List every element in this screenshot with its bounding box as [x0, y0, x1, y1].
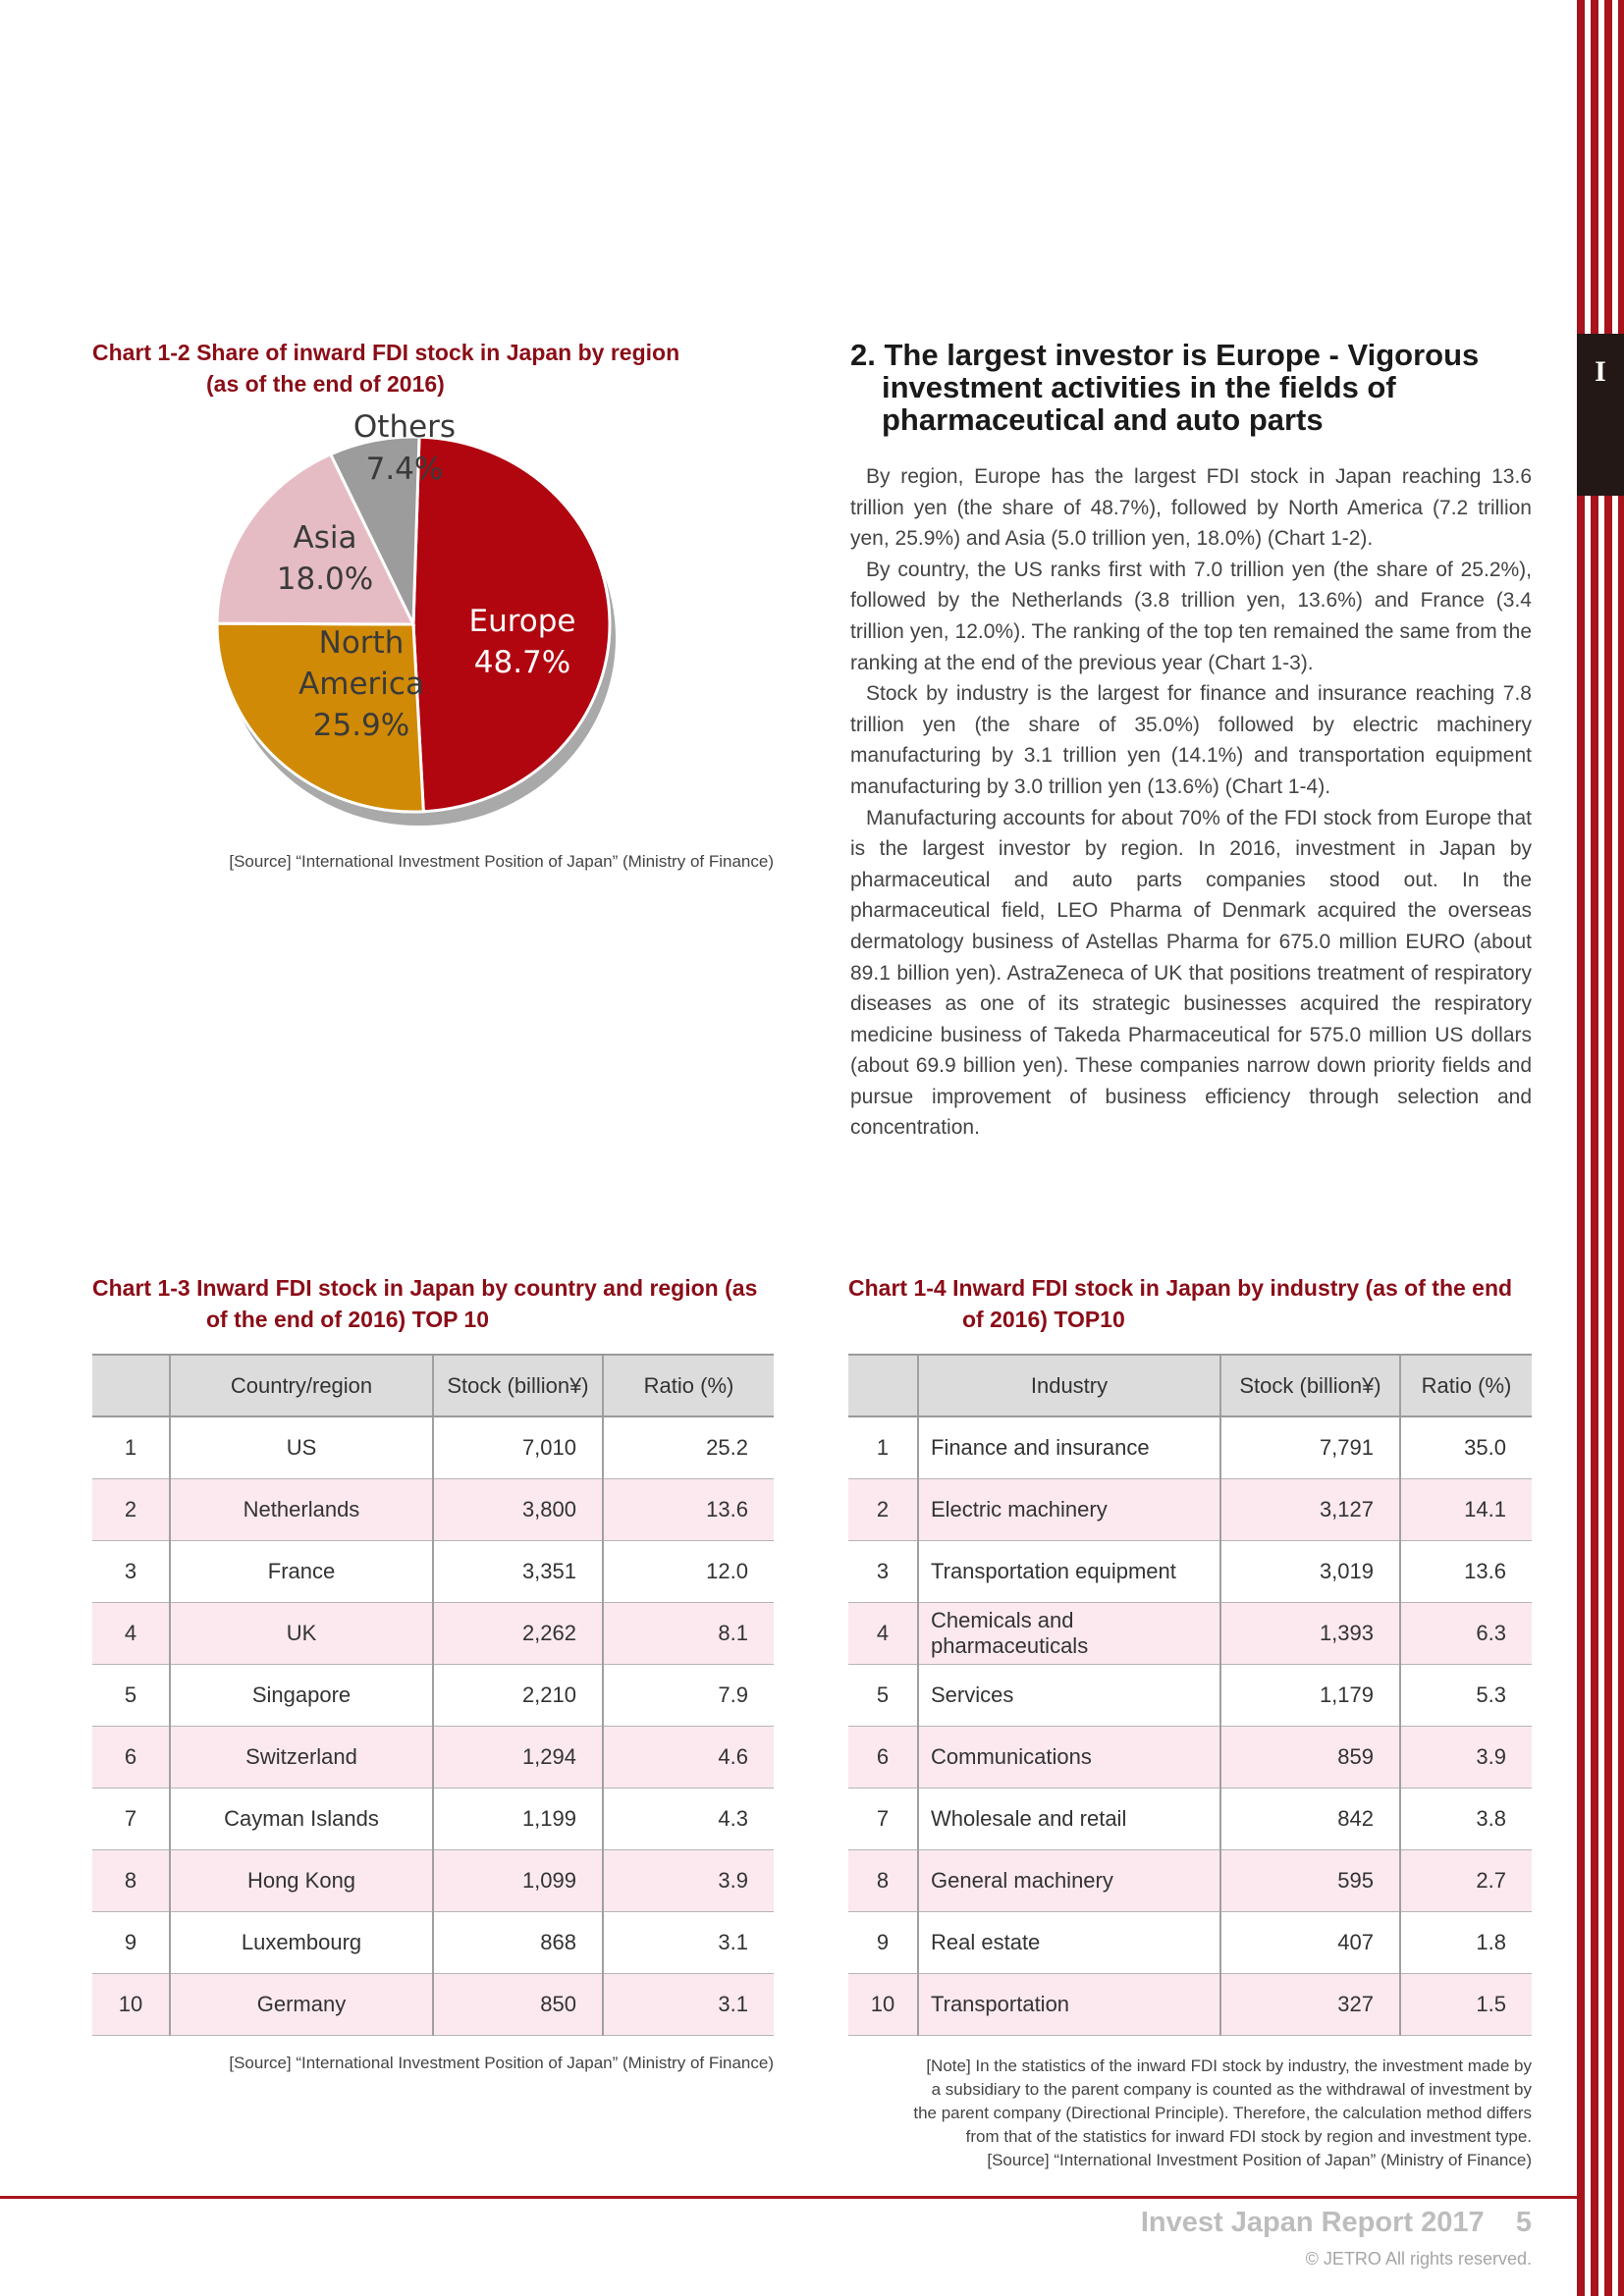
- industry-table-cell: Real estate: [918, 1911, 1220, 1973]
- country-table-cell: 1,199: [433, 1788, 603, 1849]
- industry-table-cell: 407: [1220, 1911, 1400, 1973]
- country-table-cell: 10: [92, 1973, 170, 2035]
- section-heading: [850, 339, 1538, 436]
- industry-table-cell: 859: [1220, 1726, 1400, 1788]
- country-table-row: [92, 1911, 774, 1973]
- country-table-cell: 1,294: [433, 1726, 603, 1788]
- pie-label-asia-name: Asia: [293, 520, 357, 556]
- body-paragraph: By country, the US ranks first with 7.0 trillion yen (the share of 25.2%), followed by the Netherlands (3.8 trillion yen, 13.6%) and France (3.4 trillion yen, 12.0%). The ranking of the top ten remained the same from the ranking at the end of the previous year (Chart 1-3).: [850, 558, 1532, 674]
- industry-table-cell: Transportation equipment: [918, 1540, 1220, 1602]
- country-table-row: [92, 1849, 774, 1911]
- note-line: the parent company (Directional Principle). Therefore, the calculation method differs: [913, 2104, 1532, 2122]
- country-table-header-cell: [92, 1355, 170, 1416]
- country-table-cell: 1,099: [433, 1849, 603, 1911]
- country-table-cell: 2: [92, 1478, 170, 1540]
- country-table-row: [92, 1478, 774, 1540]
- industry-table-cell: 14.1: [1400, 1478, 1532, 1540]
- industry-table-cell: 8: [848, 1849, 918, 1911]
- body-paragraph: Stock by industry is the largest for finance and insurance reaching 7.8 trillion yen (the share of 35.0%) followed by electric machinery manufacturing by 3.1 trillion yen (14.1%) and transportation equipment manufacturing by 3.0 trillion yen (13.6%) (Chart 1-4).: [850, 682, 1532, 798]
- note-line: [Note] In the statistics of the inward FDI stock by industry, the investment made by: [926, 2056, 1532, 2075]
- chart-1-2-source: [Source] “International Investment Position of Japan” (Ministry of Finance): [229, 852, 774, 871]
- note-line: a subsidiary to the parent company is counted as the withdrawal of investment by: [931, 2080, 1532, 2099]
- note-line: from that of the statistics for inward FDI stock by region and investment type.: [965, 2127, 1532, 2146]
- industry-table-cell: 3,019: [1220, 1540, 1400, 1602]
- industry-table-cell: 13.6: [1400, 1540, 1532, 1602]
- industry-table-cell: Finance and insurance: [918, 1416, 1220, 1478]
- chart-1-3-source: [Source] “International Investment Position of Japan” (Ministry of Finance): [229, 2054, 774, 2072]
- chart-1-2-title-line2: (as of the end of 2016): [206, 371, 445, 397]
- country-table-cell: 4: [92, 1602, 170, 1664]
- country-table-cell: France: [170, 1540, 433, 1602]
- country-table-cell: Luxembourg: [170, 1911, 433, 1973]
- industry-table-cell: 4: [848, 1602, 918, 1664]
- industry-table-header-cell: Ratio (%): [1400, 1355, 1532, 1416]
- industry-table-cell: General machinery: [918, 1849, 1220, 1911]
- section-heading-line1: 2. The largest investor is Europe - Vigorous: [850, 338, 1480, 372]
- country-table-cell: 5: [92, 1664, 170, 1726]
- pie-svg: [216, 407, 668, 839]
- chart-1-4-title-line1: Chart 1-4 Inward FDI stock in Japan by industry (as of the end: [848, 1275, 1513, 1301]
- footer-copyright: © JETRO All rights reserved.: [1305, 2249, 1532, 2269]
- country-table-cell: 3.1: [603, 1911, 774, 1973]
- country-table-cell: 1: [92, 1416, 170, 1478]
- country-table-cell: 3.9: [603, 1849, 774, 1911]
- industry-table-row: [848, 1849, 1532, 1911]
- pie-label-na-name1: North: [318, 625, 405, 661]
- country-table-header-cell: Country/region: [170, 1355, 433, 1416]
- chart-1-2-title: [92, 337, 679, 400]
- industry-table: [848, 1354, 1532, 2036]
- country-table-cell: 9: [92, 1911, 170, 1973]
- industry-table-cell: 1: [848, 1416, 918, 1478]
- footer-report-name: Invest Japan Report 2017: [1140, 2207, 1485, 2238]
- country-table-header-cell: Stock (billion¥): [433, 1355, 603, 1416]
- industry-table-row: [848, 1478, 1532, 1540]
- country-table-cell: Singapore: [170, 1664, 433, 1726]
- industry-table-cell: 5: [848, 1664, 918, 1726]
- country-table-cell: 868: [433, 1911, 603, 1973]
- industry-table-cell: 5.3: [1400, 1664, 1532, 1726]
- footer-page-number: 5: [1515, 2207, 1532, 2238]
- country-table-cell: 4.6: [603, 1726, 774, 1788]
- pie-label-europe-pct: 48.7%: [473, 645, 571, 680]
- country-table-cell: 12.0: [603, 1540, 774, 1602]
- pie-label-asia-pct: 18.0%: [276, 561, 374, 597]
- chart-1-2-title-line1: Chart 1-2 Share of inward FDI stock in Japan by region: [92, 340, 680, 365]
- footer-title: [1141, 2207, 1532, 2239]
- industry-table-cell: Electric machinery: [918, 1478, 1220, 1540]
- section-heading-line3: pharmaceutical and auto parts: [882, 402, 1324, 437]
- section-body: [850, 461, 1532, 1144]
- note-line: [Source] “International Investment Position of Japan” (Ministry of Finance): [987, 2151, 1532, 2169]
- industry-table-row: [848, 1911, 1532, 1973]
- country-table-cell: 13.6: [603, 1478, 774, 1540]
- pie-label-na-pct: 25.9%: [312, 708, 410, 743]
- pie-label-europe-name: Europe: [468, 604, 576, 639]
- country-table-cell: 3.1: [603, 1973, 774, 2035]
- pie-label-others-pct: 7.4%: [365, 452, 444, 487]
- country-table-cell: 25.2: [603, 1416, 774, 1478]
- industry-table-row: [848, 1973, 1532, 2035]
- industry-table-cell: 1.8: [1400, 1911, 1532, 1973]
- industry-table-row: [848, 1788, 1532, 1849]
- country-table-cell: Switzerland: [170, 1726, 433, 1788]
- industry-table-cell: 10: [848, 1973, 918, 2035]
- industry-table-cell: Wholesale and retail: [918, 1788, 1220, 1849]
- country-table-cell: 6: [92, 1726, 170, 1788]
- country-table-cell: 8.1: [603, 1602, 774, 1664]
- pie-label-na-name2: America: [298, 667, 424, 702]
- chart-1-3-title: [92, 1272, 757, 1335]
- chart-1-3-title-line2: of the end of 2016) TOP 10: [206, 1307, 490, 1332]
- country-table-cell: 2,262: [433, 1602, 603, 1664]
- industry-table-cell: 2: [848, 1478, 918, 1540]
- industry-table-cell: 1.5: [1400, 1973, 1532, 2035]
- industry-table-row: [848, 1726, 1532, 1788]
- region-pie-chart: [216, 407, 668, 839]
- country-table-row: [92, 1664, 774, 1726]
- country-table-cell: 3,800: [433, 1478, 603, 1540]
- industry-table-row: [848, 1540, 1532, 1602]
- industry-table-cell: 6.3: [1400, 1602, 1532, 1664]
- industry-table-header-cell: [848, 1355, 918, 1416]
- chart-1-4-title-line2: of 2016) TOP10: [962, 1307, 1125, 1332]
- industry-table-cell: 595: [1220, 1849, 1400, 1911]
- industry-table-cell: 6: [848, 1726, 918, 1788]
- country-table-cell: 850: [433, 1973, 603, 2035]
- industry-table-row: [848, 1602, 1532, 1664]
- section-heading-line2: investment activities in the fields of: [882, 370, 1396, 404]
- industry-table-cell: Chemicals and pharmaceuticals: [918, 1602, 1220, 1664]
- industry-table-header-cell: Industry: [918, 1355, 1220, 1416]
- country-table-cell: 2,210: [433, 1664, 603, 1726]
- industry-table-cell: 2.7: [1400, 1849, 1532, 1911]
- country-table-cell: 3,351: [433, 1540, 603, 1602]
- industry-table-cell: 3.8: [1400, 1788, 1532, 1849]
- industry-table-cell: 842: [1220, 1788, 1400, 1849]
- country-table-cell: 7: [92, 1788, 170, 1849]
- industry-table-cell: Transportation: [918, 1973, 1220, 2035]
- industry-table-cell: 3,127: [1220, 1478, 1400, 1540]
- country-table-cell: 4.3: [603, 1788, 774, 1849]
- country-table: [92, 1354, 774, 2036]
- country-table-cell: Netherlands: [170, 1478, 433, 1540]
- country-table-header-cell: Ratio (%): [603, 1355, 774, 1416]
- chapter-tab: [1577, 334, 1624, 496]
- country-table-row: [92, 1416, 774, 1478]
- industry-table-cell: Communications: [918, 1726, 1220, 1788]
- industry-table-cell: 3.9: [1400, 1726, 1532, 1788]
- industry-table-cell: 7: [848, 1788, 918, 1849]
- pie-label-others-name: Others: [352, 409, 457, 445]
- country-table-cell: 8: [92, 1849, 170, 1911]
- industry-table-row: [848, 1664, 1532, 1726]
- country-table-row: [92, 1540, 774, 1602]
- industry-table-header-cell: Stock (billion¥): [1220, 1355, 1400, 1416]
- country-table-cell: 3: [92, 1540, 170, 1602]
- chart-1-3-title-line1: Chart 1-3 Inward FDI stock in Japan by country and region (as: [92, 1275, 758, 1301]
- country-table-cell: Germany: [170, 1973, 433, 2035]
- country-table-row: [92, 1973, 774, 2035]
- industry-table-cell: 3: [848, 1540, 918, 1602]
- body-paragraph: By region, Europe has the largest FDI stock in Japan reaching 13.6 trillion yen (the share of 48.7%), followed by North America (7.2 trillion yen, 25.9%) and Asia (5.0 trillion yen, 18.0%) (Chart 1-2).: [850, 465, 1532, 551]
- country-table-row: [92, 1602, 774, 1664]
- industry-table-cell: 7,791: [1220, 1416, 1400, 1478]
- country-table-row: [92, 1726, 774, 1788]
- chart-1-4-title: [848, 1272, 1512, 1335]
- industry-table-row: [848, 1416, 1532, 1478]
- industry-table-cell: 1,393: [1220, 1602, 1400, 1664]
- country-table-cell: 7,010: [433, 1416, 603, 1478]
- chart-1-4-note: [835, 2055, 1532, 2172]
- industry-table-cell: 1,179: [1220, 1664, 1400, 1726]
- footer-rule: [0, 2196, 1577, 2199]
- country-table-cell: 7.9: [603, 1664, 774, 1726]
- chapter-tab-label: I: [1595, 355, 1606, 388]
- country-table-row: [92, 1788, 774, 1849]
- industry-table-cell: 35.0: [1400, 1416, 1532, 1478]
- body-paragraph: Manufacturing accounts for about 70% of the FDI stock from Europe that is the largest investor by region. In 2016, investment in Japan by pharmaceutical and auto parts companies stood out. In the pharmaceutical field, LEO Pharma of Denmark acquired the overseas dermatology business of Astellas Pharma for 675.0 million EURO (about 89.1 billion yen). AstraZeneca of UK that positions treatment of respiratory diseases as one of its strategic businesses acquired the respiratory medicine business of Takeda Pharmaceutical for 575.0 million US dollars (about 69.9 billion yen). These companies narrow down priority fields and pursue improvement of business efficiency through selection and concentration.: [850, 806, 1532, 1140]
- country-table-cell: Hong Kong: [170, 1849, 433, 1911]
- industry-table-cell: 9: [848, 1911, 918, 1973]
- country-table-cell: UK: [170, 1602, 433, 1664]
- industry-table-cell: Services: [918, 1664, 1220, 1726]
- country-table-cell: Cayman Islands: [170, 1788, 433, 1849]
- industry-table-cell: 327: [1220, 1973, 1400, 2035]
- country-table-cell: US: [170, 1416, 433, 1478]
